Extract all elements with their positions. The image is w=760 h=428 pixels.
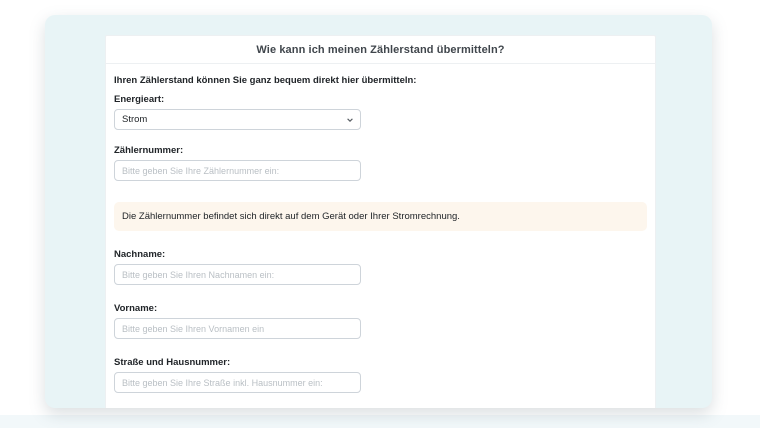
- first-name-label: Vorname:: [114, 303, 158, 315]
- energy-type-select[interactable]: [114, 109, 361, 130]
- panel-body: [106, 75, 655, 393]
- panel-header: [106, 36, 655, 64]
- energy-type-select-wrap: [114, 109, 361, 130]
- energy-type-label: Energieart:: [114, 94, 165, 105]
- intro-text: Ihren Zählerstand können Sie ganz bequem direkt hier übermitteln:: [114, 75, 417, 86]
- meter-number-hint-box: [114, 202, 647, 231]
- last-name-input[interactable]: [114, 264, 361, 285]
- last-name-label: Nachname:: [114, 249, 166, 261]
- first-name-input[interactable]: [114, 318, 361, 339]
- meter-number-label: Zählernummer:: [114, 145, 184, 156]
- meter-reading-form-panel: [105, 35, 656, 408]
- meter-number-input[interactable]: [114, 160, 361, 181]
- faq-card: [45, 15, 712, 408]
- page-bottom-background: [0, 415, 760, 428]
- street-label: Straße und Hausnummer:: [114, 357, 231, 369]
- street-input[interactable]: [114, 372, 361, 393]
- page-title: Wie kann ich meinen Zählerstand übermitteln?: [256, 43, 505, 56]
- meter-number-hint-text: Die Zählernummer befindet sich direkt auf dem Gerät oder Ihrer Stromrechnung.: [122, 211, 460, 222]
